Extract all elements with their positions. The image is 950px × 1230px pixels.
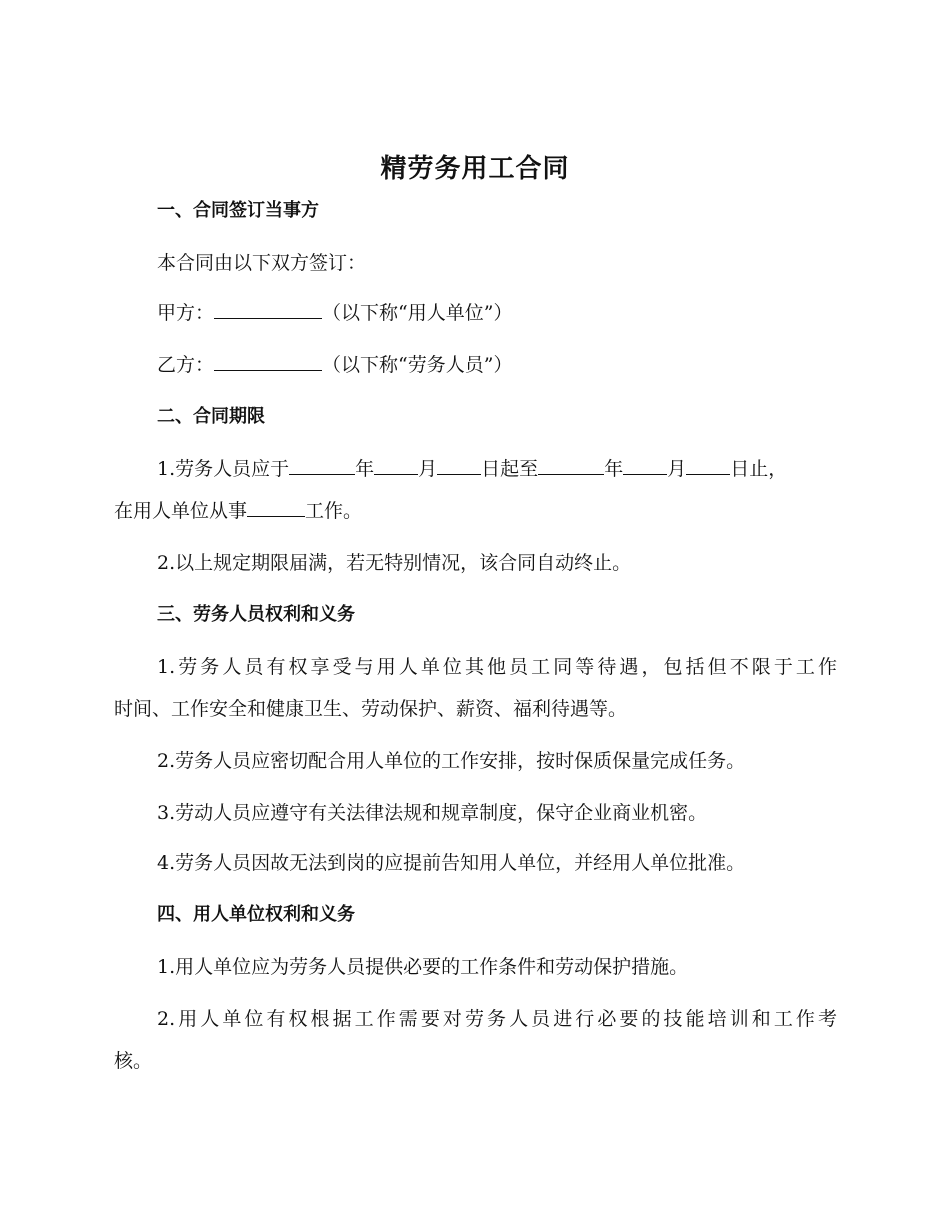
worker-rights-p4: 4.劳务人员因故无法到岗的应提前告知用人单位，并经用人单位批准。: [157, 852, 746, 874]
end-day-blank: [686, 454, 730, 475]
document-title: 精劳务用工合同: [380, 154, 570, 184]
term-text-start: 1.劳务人员应于: [157, 458, 290, 480]
worker-rights-p3: 3.劳动人员应遵守有关法律法规和规章制度，保守企业商业机密。: [157, 802, 708, 824]
term-day-from-label: 日起至: [481, 458, 539, 480]
party-b-suffix: （以下称“劳务人员”）: [322, 354, 513, 376]
worker-rights-p2: 2.劳务人员应密切配合用人单位的工作安排，按时保质保量完成任务。: [157, 750, 746, 772]
term-work-suffix: 工作。: [305, 500, 363, 522]
employer-rights-p1: 1.用人单位应为劳务人员提供必要的工作条件和劳动保护措施。: [157, 956, 689, 978]
start-month-blank: [374, 454, 418, 475]
worker-rights-p1-line-2: 时间、工作安全和健康卫生、劳动保护、薪资、福利待遇等。: [114, 698, 628, 720]
employer-rights-p2-line-1: 2.用人单位有权根据工作需要对劳务人员进行必要的技能培训和工作考: [157, 1008, 837, 1030]
term-month-label: 月: [418, 458, 438, 480]
term-paragraph-line-2: [114, 496, 834, 526]
section-1-intro: 本合同由以下双方签订：: [157, 252, 367, 274]
term-work-text: 在用人单位从事: [114, 500, 248, 522]
party-a-blank: [214, 298, 322, 319]
party-a-label: 甲方：: [157, 302, 215, 324]
term-year-label: 年: [355, 458, 375, 480]
term-month2-label: 月: [667, 458, 687, 480]
employer-rights-p2-line-2: 核。: [114, 1050, 153, 1072]
party-a-suffix: （以下称“用人单位”）: [322, 302, 513, 324]
party-a-line: [157, 298, 837, 328]
party-b-blank: [214, 350, 322, 371]
term-day-to-label: 日止，: [730, 458, 788, 480]
work-type-blank: [247, 496, 305, 517]
term-paragraph-2: 2.以上规定期限届满，若无特别情况，该合同自动终止。: [157, 552, 632, 574]
party-b-label: 乙方：: [157, 354, 215, 376]
end-month-blank: [623, 454, 667, 475]
section-3-heading: 三、劳务人员权利和义务: [157, 604, 355, 625]
start-day-blank: [437, 454, 481, 475]
worker-rights-p1-line-1: 1.劳务人员有权享受与用人单位其他员工同等待遇，包括但不限于工作: [157, 656, 837, 678]
start-year-blank: [289, 454, 355, 475]
end-year-blank: [538, 454, 604, 475]
section-1-heading: 一、合同签订当事方: [157, 200, 319, 221]
term-paragraph-line-1: [157, 454, 837, 484]
section-2-heading: 二、合同期限: [157, 406, 265, 427]
party-b-line: [157, 350, 837, 380]
term-year2-label: 年: [604, 458, 624, 480]
section-4-heading: 四、用人单位权利和义务: [157, 904, 355, 925]
